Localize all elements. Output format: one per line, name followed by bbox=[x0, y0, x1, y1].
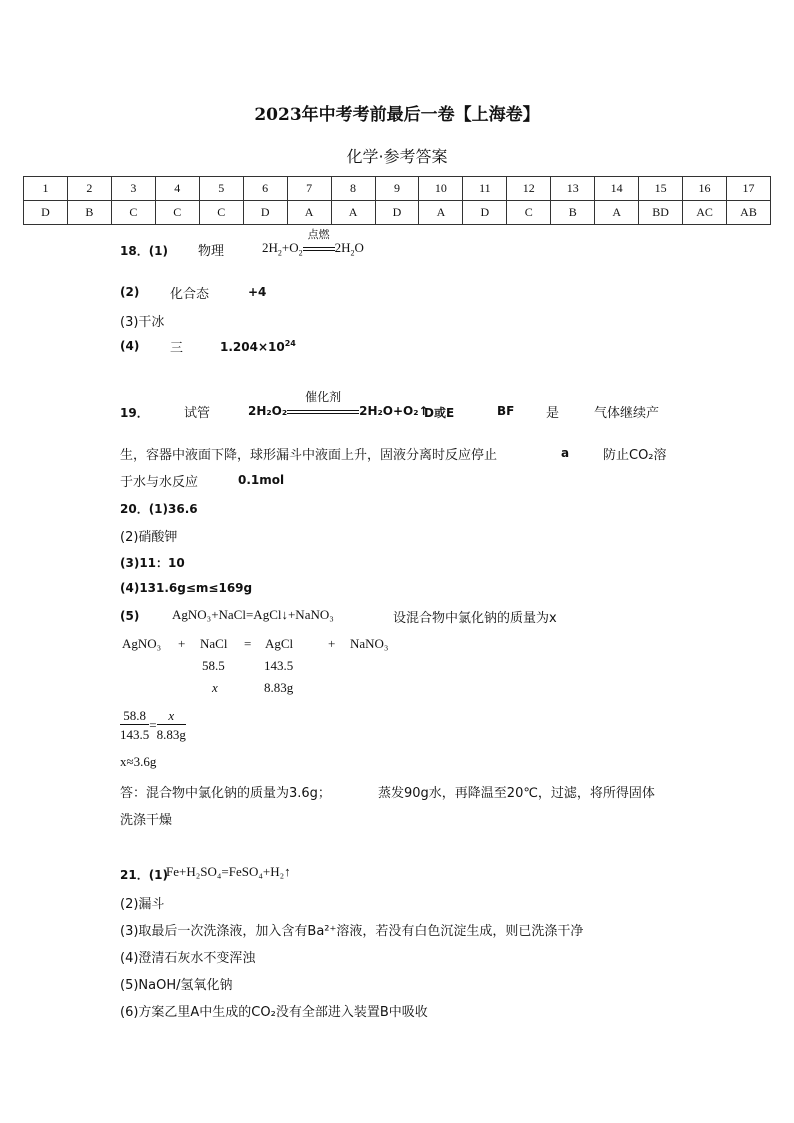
q20-result: x≈3.6g bbox=[120, 754, 157, 769]
question-number-cell: 11 bbox=[463, 177, 507, 201]
answer-cell: D bbox=[375, 201, 419, 225]
question-number-cell: 6 bbox=[243, 177, 287, 201]
q19-line2: 生，容器中液面下降，球形漏斗中液面上升，固液分离时反应停止 bbox=[120, 448, 498, 463]
q21-p1-label: 21．(1) bbox=[120, 868, 169, 882]
q19-eq-condition-text: 催化剂 bbox=[305, 390, 342, 404]
question-number-cell: 16 bbox=[683, 177, 727, 201]
eq-left-sub: 2 bbox=[277, 248, 282, 258]
q18-answer1: 物理 bbox=[198, 244, 225, 259]
eq-right-end: O bbox=[354, 240, 364, 255]
proportion-equals: = bbox=[149, 717, 157, 733]
q19-answer1: 试管 bbox=[184, 406, 211, 421]
calc-plus-1: + bbox=[178, 636, 186, 651]
q20-p3: (3)11：10 bbox=[120, 556, 185, 570]
answer-cell: A bbox=[595, 201, 639, 225]
q19-answer3: BF bbox=[497, 404, 515, 418]
q19-eq-left: 2H₂O₂ bbox=[248, 404, 288, 418]
fraction-2-den: 8.83g bbox=[156, 727, 186, 742]
q19-line3: 于水与水反应 bbox=[120, 475, 199, 490]
calc-plus-2: + bbox=[328, 636, 336, 651]
page-title: 2023年中考考前最后一卷【上海卷】 bbox=[254, 105, 540, 125]
eq-left: 2H bbox=[262, 240, 278, 255]
q19-line2-a: a bbox=[561, 446, 570, 460]
q18-p4-exponent: 24 bbox=[284, 339, 296, 348]
q20-answer-c: 洗涤干燥 bbox=[120, 813, 173, 828]
question-number-cell: 1 bbox=[24, 177, 68, 201]
q21-p4: (4)澄清石灰水不变浑浊 bbox=[120, 951, 256, 966]
eq-right: 2H bbox=[334, 240, 351, 255]
q18-p4-answer-b bbox=[220, 339, 296, 354]
q19-line2-b: 防止CO₂溶 bbox=[603, 448, 667, 463]
answer-cell: BD bbox=[639, 201, 683, 225]
fraction-2 bbox=[157, 708, 186, 743]
q18-p3: (3)干冰 bbox=[120, 315, 165, 330]
q19-answer4: 是 bbox=[546, 406, 560, 421]
question-number-cell: 14 bbox=[595, 177, 639, 201]
question-number-cell: 13 bbox=[551, 177, 595, 201]
q20-p5-label: (5) bbox=[120, 609, 140, 623]
answer-cell: A bbox=[419, 201, 463, 225]
q21-p5: (5)NaOH/氢氧化钠 bbox=[120, 978, 233, 993]
q18-p2-answer-a: 化合态 bbox=[170, 287, 210, 302]
answer-cell: C bbox=[507, 201, 551, 225]
question-number-row bbox=[24, 177, 771, 201]
answer-row bbox=[24, 201, 771, 225]
question-number-cell: 8 bbox=[331, 177, 375, 201]
eq-right-sub: 2 bbox=[350, 248, 355, 258]
q20-p4: (4)131.6g≤m≤169g bbox=[120, 581, 253, 595]
calc-row-2-a: 58.5 bbox=[202, 658, 225, 673]
q19-equation bbox=[248, 390, 429, 418]
answer-cell: A bbox=[331, 201, 375, 225]
question-number-cell: 15 bbox=[639, 177, 683, 201]
answer-cell: D bbox=[463, 201, 507, 225]
q18-p2-label: (2) bbox=[120, 285, 140, 299]
fraction-1-num: 58.8 bbox=[120, 708, 149, 725]
answer-cell: A bbox=[287, 201, 331, 225]
q21-p3: (3)取最后一次洗涤液，加入含有Ba²⁺溶液，若没有白色沉淀生成，则已洗涤干净 bbox=[120, 924, 584, 939]
q19-eq-right: 2H₂O+O₂↑ bbox=[359, 404, 429, 418]
page-subtitle: 化学·参考答案 bbox=[346, 147, 448, 166]
question-number-cell: 9 bbox=[375, 177, 419, 201]
answer-table bbox=[23, 176, 771, 225]
q19-label: 19． bbox=[120, 406, 149, 420]
question-number-cell: 2 bbox=[67, 177, 111, 201]
calc-nacl: NaCl bbox=[200, 636, 228, 651]
answer-cell: C bbox=[111, 201, 155, 225]
calc-row-3-b: 8.83g bbox=[264, 680, 294, 695]
question-number-cell: 7 bbox=[287, 177, 331, 201]
eq-plus-sub: 2 bbox=[298, 248, 303, 258]
q18-equation bbox=[262, 229, 364, 258]
calc-row-3-a: x bbox=[212, 680, 218, 695]
question-number-cell: 17 bbox=[727, 177, 771, 201]
calc-agcl: AgCl bbox=[265, 636, 294, 651]
q21-p2: (2)漏斗 bbox=[120, 897, 165, 912]
eq-condition bbox=[303, 229, 335, 256]
q20-p1: 20．(1)36.6 bbox=[120, 502, 198, 516]
question-number-cell: 3 bbox=[111, 177, 155, 201]
answer-cell: D bbox=[243, 201, 287, 225]
answer-cell: AC bbox=[683, 201, 727, 225]
q20-p5-set: 设混合物中氯化钠的质量为x bbox=[393, 611, 557, 626]
answer-cell: C bbox=[199, 201, 243, 225]
proportion bbox=[120, 708, 186, 743]
calc-equals: = bbox=[244, 636, 252, 651]
eq-plus: +O bbox=[281, 240, 299, 255]
calc-row-2-b: 143.5 bbox=[264, 658, 294, 673]
q19-line3-b: 0.1mol bbox=[238, 473, 285, 487]
fraction-2-num: x bbox=[157, 708, 186, 725]
q20-p2: (2)硝酸钾 bbox=[120, 530, 178, 545]
q18-p2-answer-b: +4 bbox=[248, 285, 267, 299]
q21-p1-equation: Fe+H₂SO₄=FeSO₄+H₂↑ bbox=[166, 864, 291, 879]
fraction-1-den: 143.5 bbox=[120, 727, 150, 742]
q18-p4-label: (4) bbox=[120, 339, 140, 353]
q19-answer2: D或E bbox=[424, 406, 455, 420]
q21-p6: (6)方案乙里A中生成的CO₂没有全部进入装置B中吸收 bbox=[120, 1005, 428, 1020]
question-number-cell: 4 bbox=[155, 177, 199, 201]
answer-cell: D bbox=[24, 201, 68, 225]
q20-answer-a: 答：混合物中氯化钠的质量为3.6g； bbox=[120, 786, 331, 801]
q19-line1-end: 气体继续产 bbox=[594, 406, 660, 421]
question-number-cell: 12 bbox=[507, 177, 551, 201]
fraction-1 bbox=[120, 708, 149, 743]
question-number-cell: 5 bbox=[199, 177, 243, 201]
answer-cell: C bbox=[155, 201, 199, 225]
calc-nano3: NaNO₃ bbox=[350, 636, 389, 651]
q19-eq-condition bbox=[287, 390, 359, 418]
q20-p5-equation: AgNO₃+NaCl=AgCl↓+NaNO₃ bbox=[172, 607, 334, 622]
answer-cell: AB bbox=[727, 201, 771, 225]
answer-cell: B bbox=[67, 201, 111, 225]
q18-label: 18．(1) bbox=[120, 244, 169, 258]
q18-p4-answer-a: 三 bbox=[170, 341, 184, 356]
q20-answer-b: 蒸发90g水，再降温至20℃，过滤，将所得固体 bbox=[378, 786, 655, 801]
question-number-cell: 10 bbox=[419, 177, 463, 201]
calc-agno3: AgNO₃ bbox=[122, 636, 162, 651]
eq-condition-text: 点燃 bbox=[307, 229, 330, 241]
answer-cell: B bbox=[551, 201, 595, 225]
q18-p4-value: 1.204×10 bbox=[220, 340, 285, 354]
